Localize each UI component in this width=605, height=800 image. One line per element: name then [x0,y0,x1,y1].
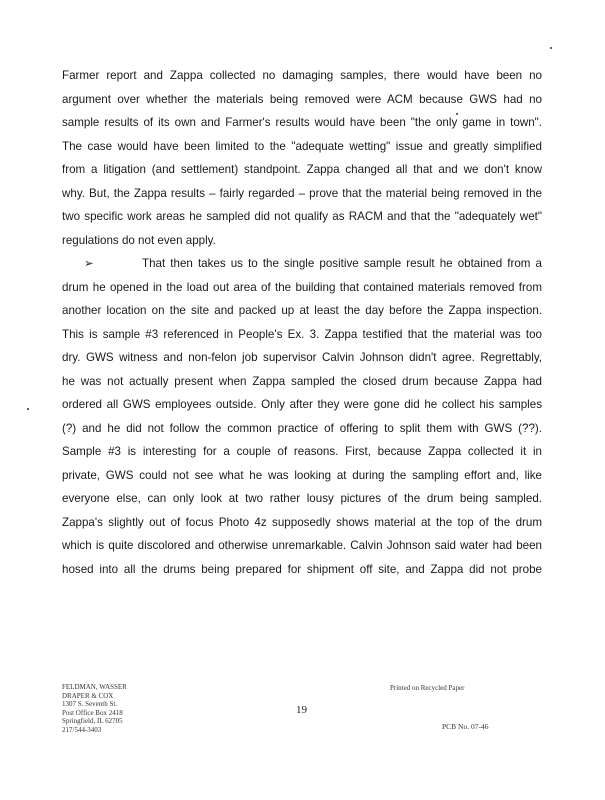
firm-line: Post Office Box 2418 [62,708,123,717]
body-line: sample results of its own and Farmer's results would have been "the only game in town". [62,116,542,129]
body-line: from a litigation (and settlement) standpoint. Zappa changed all that and we don't know [62,163,542,176]
body-line: Sample #3 is interesting for a couple of reasons. First, because Zappa collected it in [62,445,542,458]
body-line: The case would have been limited to the "adequate wetting" issue and greatly simplified [62,139,542,153]
body-line: why. But, the Zappa results – fairly regarded – prove that the material being removed in the [62,186,542,200]
firm-line: DRAPER & COX [62,691,114,700]
body-line: argument over whether the materials being removed were ACM because GWS had no [62,92,542,106]
recycled-paper-note: Printed on Recycled Paper [390,684,465,692]
page-number: 19 [296,704,307,716]
body-line: another location on the site and packed up at least the day before the Zappa inspection. [62,304,542,317]
arrow-bullet-icon: ➢ [84,257,94,270]
body-line: hosed into all the drums being prepared for shipment off site, and Zappa did not probe [62,562,542,576]
firm-line: 217/544-3403 [62,725,102,734]
bullet-paragraph-start [62,252,542,276]
body-line: ordered all GWS employees outside. Only after they were gone did he collect his samples [62,398,542,411]
body-line: This is sample #3 referenced in People's Ex. 3. Zappa testified that the material was too [62,327,542,341]
body-line: Zappa's slightly out of focus Photo 4z supposedly shows material at the top of the drum [62,515,542,529]
body-line: Farmer report and Zappa collected no damaging samples, there would have been no [62,69,542,82]
document-body [62,64,542,581]
body-line: dry. GWS witness and non-felon job supervisor Calvin Johnson didn't agree. Regrettably, [62,351,542,364]
body-line: That then takes us to the single positive sample result he obtained from a [142,257,542,270]
body-line: (?) and he did not follow the common practice of offering to split them with GWS (??). [62,421,542,435]
body-line: private, GWS could not see what he was looking at during the sampling effort and, like [62,468,542,482]
firm-address-block [62,683,127,735]
firm-line: Springfield, IL 62705 [62,717,123,726]
stray-mark [27,408,29,410]
stray-mark [550,47,552,49]
firm-line: FELDMAN, WASSER [62,683,127,691]
body-line: everyone else, can only look at two rather lousy pictures of the drum being sampled. [62,492,542,505]
body-line: he was not actually present when Zappa sampled the closed drum because Zappa had [62,374,542,388]
body-line: which is quite discolored and otherwise unremarkable. Calvin Johnson said water had been [62,539,542,552]
body-line: regulations do not even apply. [62,233,216,247]
body-line: drum he opened in the load out area of the building that contained materials removed from [62,280,542,294]
firm-line: 1307 S. Seventh St. [62,700,118,709]
body-line: two specific work areas he sampled did not qualify as RACM and that the "adequately wet" [62,210,542,223]
case-number: PCB No. 07-46 [442,722,489,731]
